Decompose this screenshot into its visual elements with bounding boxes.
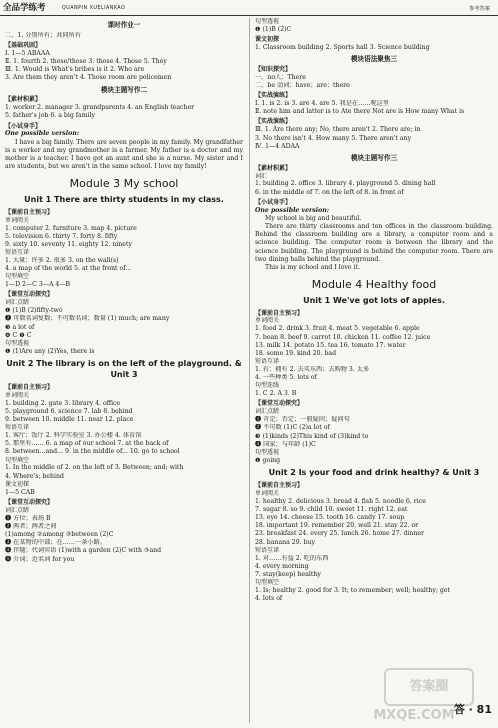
answer-line: Ⅲ. 1. Are there any; No, there aren't 2. There are; in	[255, 126, 421, 134]
section-title: 课时作业一	[107, 21, 141, 29]
subsection-label: 单词阅关	[255, 489, 280, 497]
subsection-label: 词汇	[255, 172, 268, 180]
answer-line: 1—5 CAB	[5, 488, 35, 496]
subsection-label: 词汇点睛	[5, 299, 30, 307]
answer-line: 4. a map of the world 5. at the front of...	[5, 265, 132, 273]
answer-line: 1. 对……有益 2. 吃的东西	[255, 554, 329, 562]
subsection-label: 句型填空	[255, 579, 280, 587]
section-tag: 【课堂互动探究】	[5, 291, 54, 299]
answer-line: ❷ 可数名词复数；不可数名词；数量 (1) much; are many	[5, 315, 170, 323]
answer-line: 5. television 6. thirty 7. forty 8. fifty	[5, 232, 118, 240]
section-tag: 【课前自主预习】	[255, 481, 304, 489]
version-label: One possible version:	[5, 130, 80, 138]
left-column	[5, 18, 243, 723]
answer-line: 1. computer 2. furniture 3. map 4. picture	[5, 224, 137, 232]
subsection-label: 句型透视	[5, 340, 30, 347]
unit-heading: Unit 1 There are thirty students in my class.	[24, 194, 224, 204]
answer-line: ❶ (1)B (2)C	[255, 25, 292, 33]
subsection-label: 句型透视	[255, 449, 280, 457]
answer-line: ❹ 伴随；代词宾语 (1)with a garden (2)C with ③and	[5, 547, 162, 555]
section-tag: 【小试身手】	[5, 122, 42, 130]
answer-line: 1. In the middle of 2. on the left of 3. Between; and; with	[5, 464, 184, 472]
answer-line: Ⅱ. note him and latter is to Ate there Not are is How many What is	[255, 108, 465, 116]
answer-line: 5. 那里有…… 6. a map of our school 7. at the back of	[5, 440, 169, 448]
answer-line: ❷ 两者；两者之间	[5, 522, 57, 530]
answer-line: 6. in the middle of 7. on the left of 8. in front of	[255, 188, 404, 196]
answer-line: 二、be 动词；have；are；there	[255, 81, 350, 89]
right-column	[255, 18, 493, 723]
answer-line: Ⅱ. 1. fourth 2. these/those 3. those 4. Those 5. They	[5, 57, 167, 65]
section-tag: 课文初探	[255, 36, 280, 44]
subsection-label: 句型连线	[255, 382, 280, 390]
answer-line: ❸ a lot of	[5, 323, 35, 331]
section-tag: 【课堂互动探究】	[255, 400, 304, 408]
subsection-label: 词汇点睛	[255, 408, 280, 416]
answer-key-label: 参考答案	[469, 6, 490, 12]
answer-line: ❶ 方位；表场 B	[5, 514, 51, 522]
answer-line: 5. playground 6. science 7. lab 8. behind	[5, 407, 133, 415]
subsection-label: 短语互译	[255, 546, 280, 554]
section-tag: 【课前自主预习】	[5, 383, 54, 391]
answer-line: 一、no人；There	[255, 73, 306, 81]
essay-paragraph: There are thirty classrooms and ten offices in the classroom building. Behind the classroom building are a library, a computer room and a science building. The computer room is between the library and the science building. The playground is behind the computer room. There are two dining halls behind the playground.	[255, 223, 493, 263]
answer-line: ❹ 国家；与年龄 (1)C	[255, 440, 316, 448]
section-tag: 【实战演练】	[255, 92, 292, 100]
unit-heading: Unit 2 The library is on the left of the playground. & Unit 3	[6, 359, 242, 379]
section-tag: 【基础巩固】	[5, 41, 42, 49]
answer-line: ❶ (1)Are any (2)Yes, there is	[5, 347, 95, 355]
answer-line: 28. banana 29. buy	[255, 538, 316, 546]
subsection-label: 单词阅关	[5, 391, 30, 399]
module-heading: Module 4 Healthy food	[311, 278, 437, 292]
column-divider	[249, 18, 250, 723]
section-tag: 【课前自主预习】	[255, 309, 304, 317]
answer-line: 13. milk 14. potato 15. tea 16. tomato 17. water	[255, 341, 406, 349]
subsection-label: 词汇点睛	[5, 506, 30, 514]
brand-logo: 全品学练考	[3, 3, 46, 13]
answer-line: 二、1. 分别所有；共同所有	[5, 31, 81, 39]
answer-line: Ⅳ. 1—4 ADAA	[255, 142, 300, 150]
section-title: 模块主题写作二	[100, 85, 148, 94]
section-title: 模块主题写作三	[350, 153, 398, 162]
section-tag: 【素材积累】	[5, 96, 42, 104]
subsection-label: 句型填空	[5, 456, 30, 464]
answer-line: Ⅰ. 1. is 2. is 3. are 4. are 5. 我是在……呢这里	[255, 100, 390, 108]
page-header	[0, 0, 498, 16]
answer-line: 13. eye 14. cheese 15. tooth 16. candy 17. soup	[255, 514, 405, 522]
unit-heading: Unit 2 Is your food and drink healthy? & Unit 3	[268, 468, 480, 478]
subsection-label: 单词阅关	[5, 216, 30, 224]
header-divider	[0, 15, 498, 16]
answer-line: ❸ 在某物的中部；在……一条小路。	[5, 539, 106, 547]
subsection-label: 短语互译	[255, 358, 280, 366]
answer-line: 1. building 2. gate 3. library 4. office	[5, 399, 121, 407]
answer-line: 4. 一些种类 5. lots of	[255, 374, 317, 382]
answer-line: 23. breakfast 24. every 25. lunch 26. home 27. dinner	[255, 530, 425, 538]
answer-line: 5. father's job 6. a big family	[5, 112, 96, 120]
watermark-url: MXQE.COM	[373, 707, 455, 723]
brand-subtitle: QUANPIN XUELIANKAO	[62, 6, 126, 11]
answer-line: 3. No there isn't 4. How many 5. There aren't any	[255, 134, 412, 142]
answer-line: 18. important 19. remember 20. well 21. stay 22. or	[255, 522, 419, 530]
subsection-label: 短语互译	[5, 424, 30, 432]
page-number: 答 · 81	[453, 703, 492, 717]
section-tag: 【课前自主预习】	[5, 208, 54, 216]
answer-line: ❸ (1)kinds (2)This kind of (3)kind to	[255, 432, 369, 440]
answer-line: ❺ 介词；近名词 for you	[5, 555, 75, 563]
essay-paragraph: This is my school and I love it.	[265, 264, 360, 272]
answer-line: 7. sugar 8. so 9. child 10. sweet 11. right 12. eat	[255, 505, 408, 513]
subsection-label: 单词阅关	[255, 317, 280, 325]
answer-line: 3. Are them they aren't 4. Those room are policemen	[5, 74, 172, 82]
answer-line: 1. food 2. drink 3. fruit 4. meat 5. vegetable 6. apple	[255, 325, 420, 333]
section-tag: 【实战演练】	[255, 118, 292, 126]
essay-paragraph: I have a big family. There are seven people in my family. My grandfather is a worker and my grandmother is a farmer. My father is a doctor and my mother is a teacher. I have got an aunt and she is a nurse. My sister and I are students, but we aren't in the same school. I love my family!	[5, 138, 243, 171]
watermark-logo: 答案圈	[384, 668, 474, 706]
answer-line: Ⅲ. 1. Would is What's bribes is it 2. Who are	[5, 66, 145, 74]
answer-line: Ⅰ. 1—5 ABAAA	[5, 49, 50, 57]
answer-line: 1. Is; healthy 2. good for 3. It; to remember; well; healthy; get	[255, 587, 451, 595]
answer-line: 1. 客厅；饭厅 2. 科学实验室 3. 办公楼 4. 体育馆	[5, 431, 142, 439]
answer-line: 4. Where's; behind	[5, 472, 64, 480]
answer-line: 1. 有；拥有 2. 去买东西；去购物 3. 太多	[255, 366, 370, 373]
subsection-label: 句型透视	[255, 18, 280, 25]
answer-line: 7. stay(keep) healthy	[255, 571, 321, 579]
subsection-label: 短语互译	[5, 249, 30, 257]
answer-line: ❶ (1)B (2)fifty-two	[5, 307, 63, 315]
answer-line: 4. lots of	[255, 595, 283, 603]
unit-heading: Unit 1 We've got lots of apples.	[303, 295, 445, 305]
answer-line: 1. 大量；许多 2. 很多 3. on the wall(s)	[5, 256, 119, 264]
answer-line: (1)among ②among ③between (2)C	[5, 531, 114, 539]
answer-line: 1. Classroom building 2. Sports hall 3. Science building	[255, 44, 430, 51]
answer-line: 8. between...and... 9. in the middle of... 10. go to school	[5, 448, 180, 456]
answer-line: 1. worker 2. manager 3. grandparents 4. an English teacher	[5, 104, 195, 112]
subsection-label: 句型填空	[5, 273, 30, 281]
answer-line: 1. building 2. office 3. library 4. playground 5. dining hall	[255, 180, 436, 188]
section-tag: 【知识探究】	[255, 65, 292, 73]
section-tag: 【课堂互动探究】	[5, 498, 54, 506]
essay-paragraph: My school is big and beautiful.	[265, 214, 362, 222]
answer-line: 1—D 2—C 3—A 4—B	[5, 281, 71, 289]
module-heading: Module 3 My school	[69, 177, 179, 191]
subsection-label: 课文初探	[5, 480, 30, 488]
answer-line: 9. between 10. middle 11. near 12. place	[5, 415, 134, 423]
section-tag: 【小试身手】	[255, 198, 292, 206]
answer-line: 9. sixty 10. seventy 11. eighty 12. ninety	[5, 240, 132, 248]
answer-line: ❶ 肯定；否定；一般疑问；疑问句	[255, 416, 350, 424]
section-tag: 【素材积累】	[255, 164, 292, 172]
section-title: 模块语法聚焦三	[350, 55, 398, 64]
answer-line: 18. some 19. kind 20. bad	[255, 349, 337, 357]
answer-line: ❷ 不可数 (1)C (2)a lot of	[255, 424, 330, 432]
answer-line: 1. C 2. A 3. B	[255, 390, 297, 398]
answer-line: ❶ going	[255, 456, 281, 464]
answer-line: 1. healthy 2. delicious 3. bread 4. fish 5. noodle 6. rice	[255, 497, 426, 505]
answer-line: 4. every morning	[255, 562, 309, 570]
version-label: One possible version:	[255, 206, 330, 214]
answer-line: 7. bean 8. beef 9. carrot 10. chicken 11. coffee 12. juice	[255, 333, 431, 341]
answer-line: ❹ C ❺ C	[5, 331, 32, 339]
